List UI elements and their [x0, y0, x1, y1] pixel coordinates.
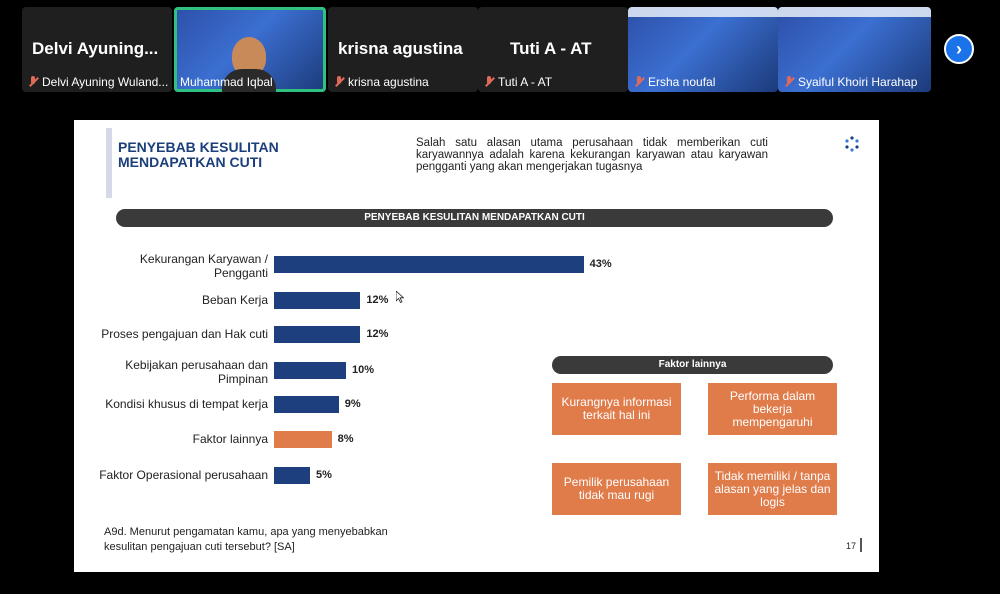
participant-video	[778, 7, 931, 17]
bar-category-label: Faktor lainnya	[192, 432, 268, 446]
bar-category-label: Proses pengajuan dan Hak cuti	[101, 327, 268, 341]
bar-value-label: 12%	[366, 294, 389, 306]
participant-label	[634, 75, 715, 89]
slide-intro-text: Salah satu alasan utama perusahaan tidak memberikan cuti karyawannya adalah karena kekurangan karyawan atau karyawan pengganti yang akan mengerjakan tugasnya	[416, 137, 768, 173]
other-factor-box: Kurangnya informasi terkait hal ini	[552, 383, 681, 435]
participant-tile[interactable]	[778, 7, 931, 92]
participant-name-large: Delvi Ayuning...	[32, 39, 159, 58]
mic-muted-icon	[334, 76, 344, 88]
bar-category-label: Kebijakan perusahaan dan Pimpinan	[125, 358, 268, 386]
participant-label	[180, 75, 273, 89]
participant-label-text: krisna agustina	[348, 75, 429, 89]
bar	[274, 256, 584, 273]
title-accent-bar	[106, 128, 112, 198]
bar	[274, 431, 332, 448]
slide-title-line: MENDAPATKAN CUTI	[118, 154, 263, 170]
participant-label-text: Muhammad Iqbal	[180, 75, 273, 89]
other-factor-box: Pemilik perusahaan tidak mau rugi	[552, 463, 681, 515]
participant-tile[interactable]	[628, 7, 778, 92]
chart-header: PENYEBAB KESULITAN MENDAPATKAN CUTI	[116, 209, 833, 227]
participant-tile[interactable]	[328, 7, 478, 92]
bar-category-label: Faktor Operasional perusahaan	[99, 468, 268, 482]
bar-value-label: 10%	[352, 364, 375, 376]
participant-name-large: krisna agustina	[338, 39, 463, 58]
participant-label	[28, 75, 168, 89]
bar	[274, 326, 360, 343]
other-factor-box: Tidak memiliki / tanpa alasan yang jelas dan logis	[708, 463, 837, 515]
participant-tile[interactable]	[478, 7, 628, 92]
bar-value-label: 5%	[316, 469, 332, 481]
participant-label	[484, 75, 552, 89]
slide-title-line: PENYEBAB KESULITAN	[118, 139, 279, 155]
bar	[274, 396, 339, 413]
mouse-cursor-icon	[396, 291, 404, 303]
brand-logo-icon	[844, 136, 860, 152]
next-participants-button[interactable]	[944, 34, 974, 64]
bar-value-label: 43%	[589, 258, 612, 270]
participant-tile-active-speaker[interactable]	[174, 7, 326, 92]
bar	[274, 467, 310, 484]
participant-label	[334, 75, 429, 89]
participant-label-text: Tuti A - AT	[498, 75, 553, 89]
other-factors-header: Faktor lainnya	[552, 356, 833, 374]
bar	[274, 362, 346, 379]
bar-category-label: Beban Kerja	[201, 293, 268, 307]
slide-title	[118, 140, 308, 170]
bar-value-label: 8%	[337, 433, 354, 445]
participant-label	[784, 75, 917, 89]
survey-question: A9d. Menurut pengamatan kamu, apa yang menyebabkan kesulitan pengajuan cuti tersebut? [SA]	[104, 526, 388, 553]
participant-tile[interactable]	[22, 7, 172, 92]
bar-value-label: 12%	[366, 328, 389, 340]
participant-video	[628, 7, 778, 17]
mic-muted-icon	[28, 76, 38, 88]
participant-label-text: Ersha noufal	[648, 75, 716, 89]
participant-label-text: Syaiful Khoiri Harahap	[798, 75, 918, 89]
other-factor-box: Performa dalam bekerja mempengaruhi	[708, 383, 837, 435]
bar	[274, 292, 360, 309]
mic-muted-icon	[784, 76, 794, 88]
participant-name-large: Tuti A - AT	[510, 39, 592, 58]
chevron-right-icon: ›	[956, 39, 962, 59]
mic-muted-icon	[634, 76, 644, 88]
bar-category-label: Kekurangan Karyawan / Pengganti	[139, 252, 268, 280]
bar-value-label: 9%	[344, 398, 361, 410]
bar-category-label: Kondisi khusus di tempat kerja	[105, 397, 268, 411]
participant-label-text: Delvi Ayuning Wuland...	[42, 75, 169, 89]
page-number-divider	[860, 538, 862, 552]
page-number: 17	[846, 541, 857, 551]
mic-muted-icon	[484, 76, 494, 88]
shared-slide	[74, 120, 879, 572]
